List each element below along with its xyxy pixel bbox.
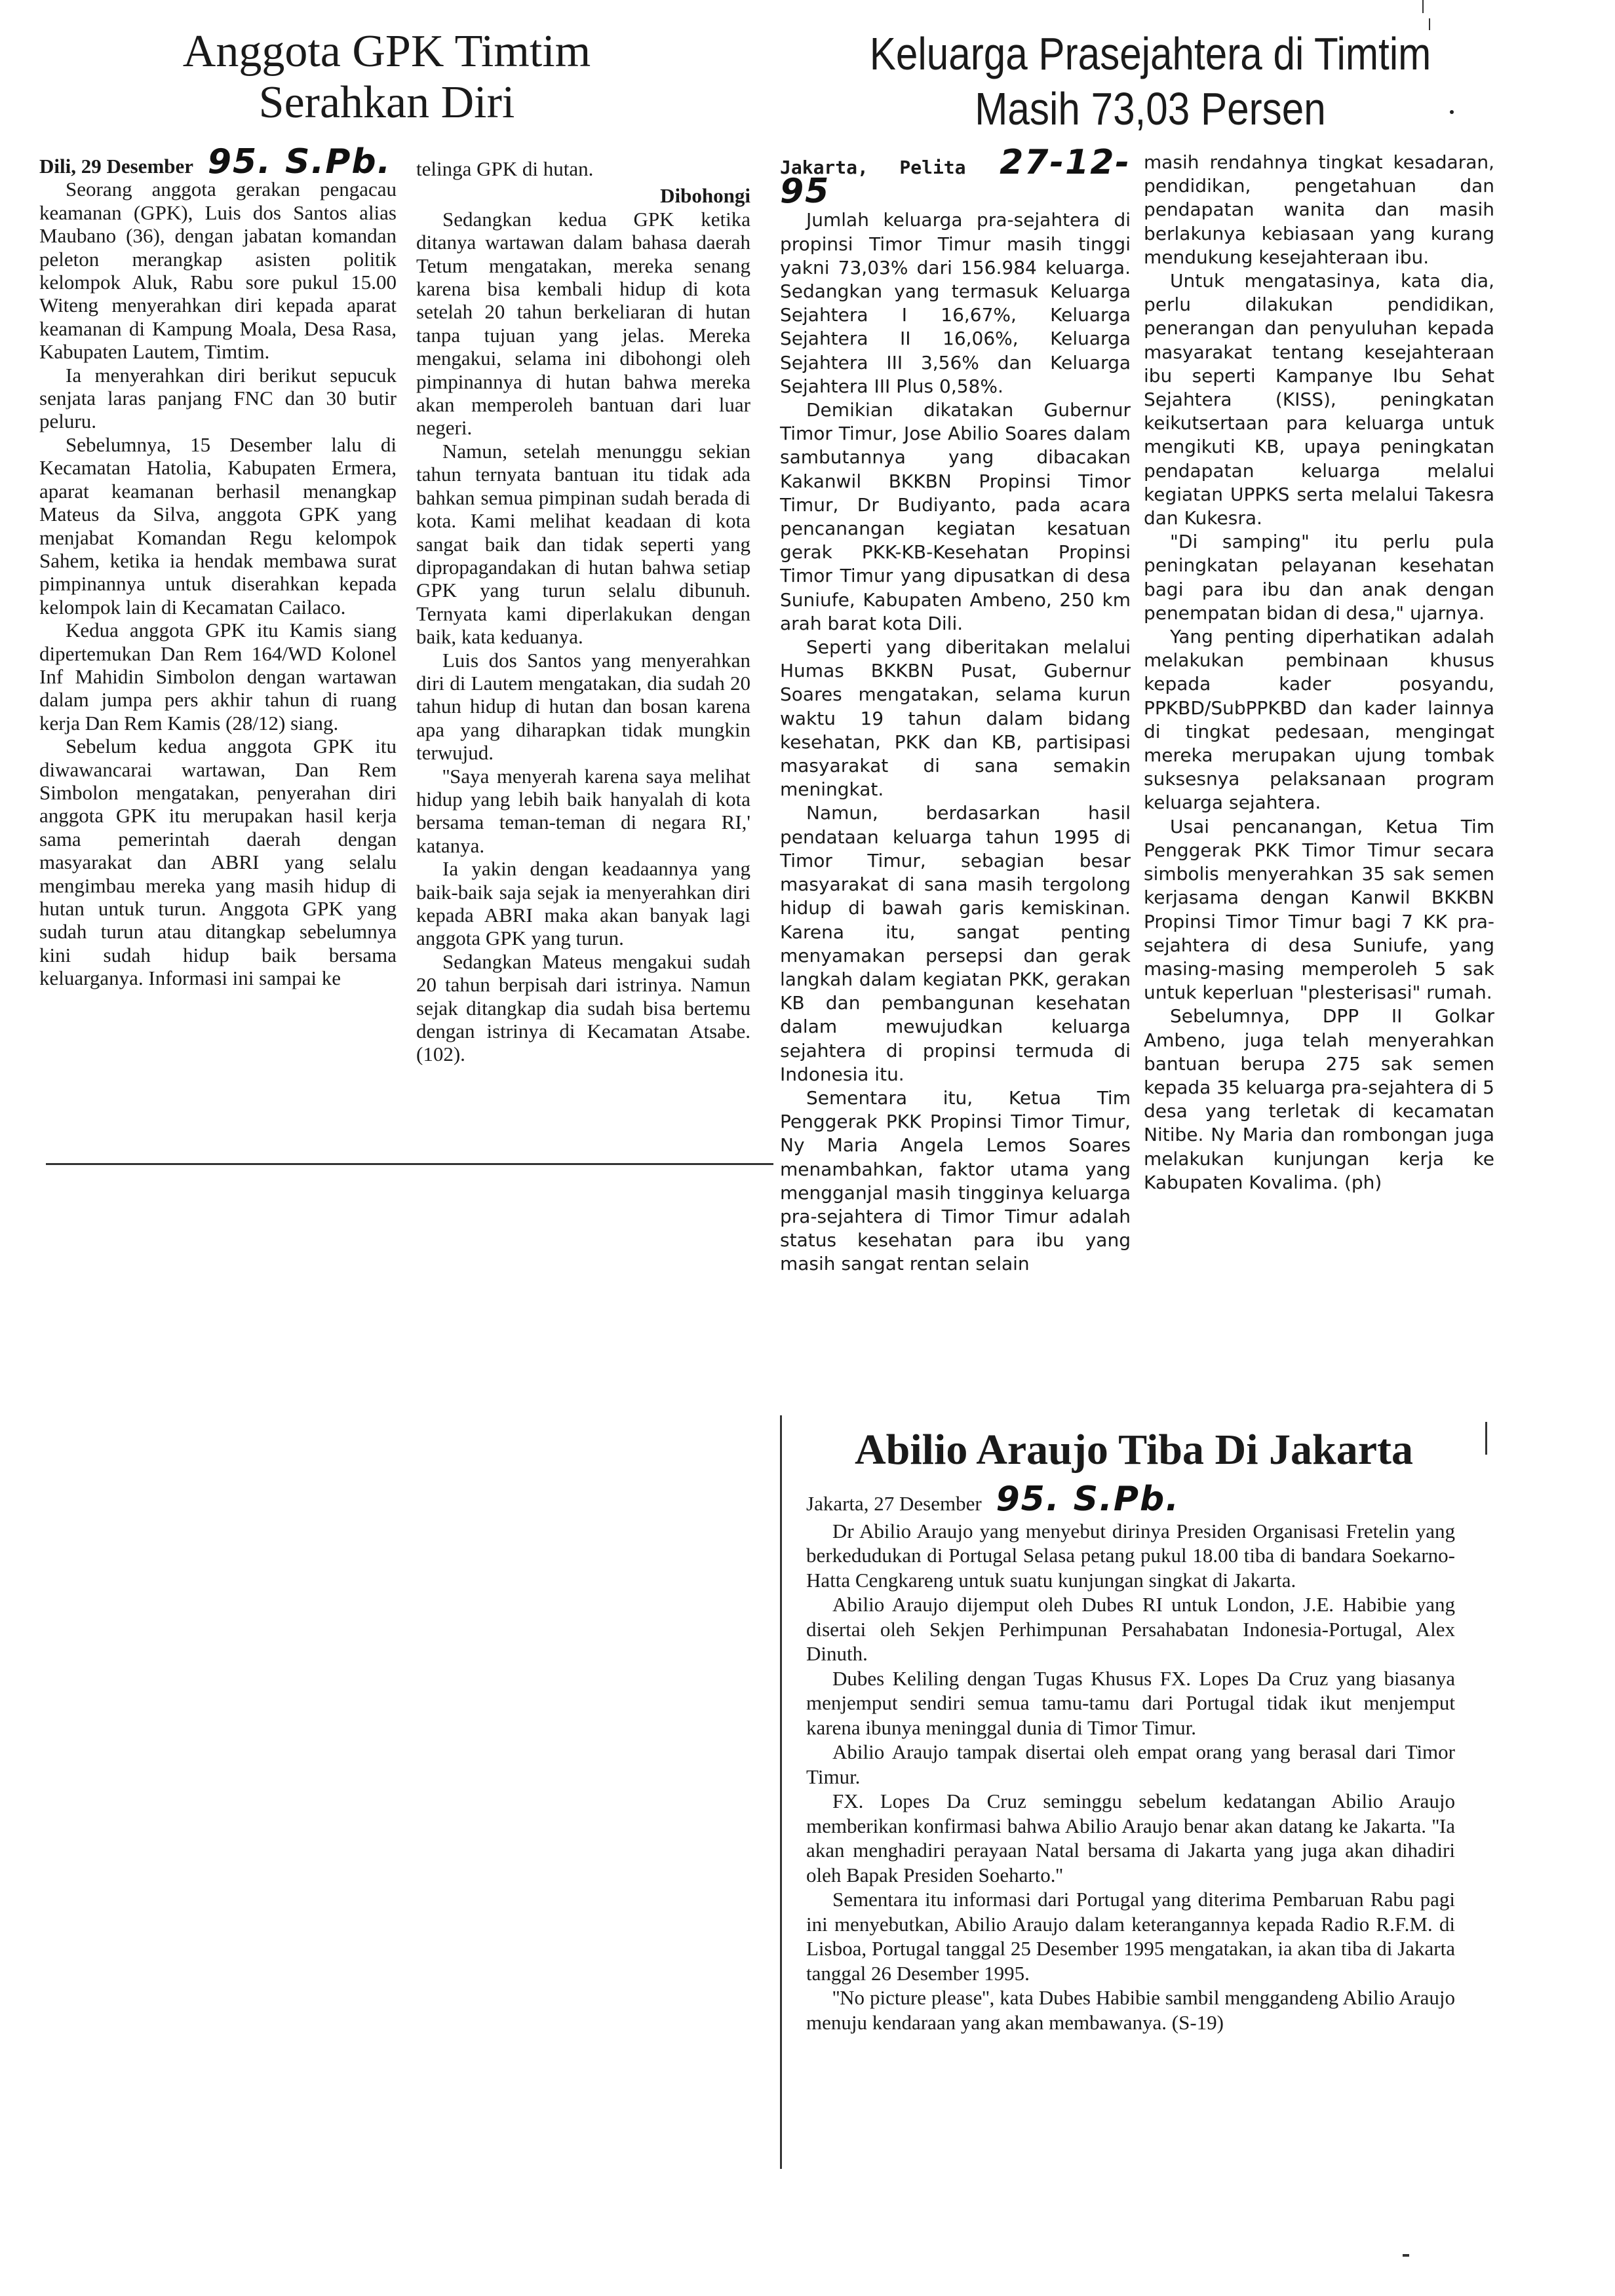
article2-paragraph: Sementara itu, Ketua Tim Penggerak PKK Propinsi Timor Timur, Ny Maria Angela Lemos Soares menambahkan, faktor utama yang mengganjal masih tingginya keluarga pra-sejahtera di Timor Timur adalah status kesehatan para ibu yang masih sangat rentan selain (780, 1086, 1131, 1275)
article2-paragraph: masih rendahnya tingkat kesadaran, pendidikan, pengetahuan dan pendapatan wanita dan masih berlakunya kebiasaan yang kurang mendukung kesejahteraan ibu. (1144, 151, 1494, 268)
article2-paragraph: "Di samping" itu perlu pula peningkatan pelayanan kesehatan bagi para ibu dan anak dengan penempatan bidan di desa," ujarnya. (1144, 531, 1494, 624)
article1-paragraph: Kedua anggota GPK itu Kamis siang dipertemukan Dan Rem 164/WD Kolonel Inf Mahidin Simbolon dengan wartawan dalam jumpa pers akhir tahun di ruang kerja Dan Rem Kamis (28/12) siang. (39, 619, 397, 735)
article2-headline-line1: Keluarga Prasejahtera di Timtim (869, 28, 1431, 79)
article1-paragraph: ''Saya menyerah karena saya melihat hidup yang lebih baik hanyalah di kota bersama teman-teman di negara RI,' katanya. (416, 764, 750, 857)
article2-dateline: Jakarta, Pelita (780, 157, 966, 178)
article-abilio-araujo (780, 1415, 1468, 2202)
article2-paragraph: Yang penting diperhatikan adalah melakukan pembinaan khusus kepada kader posyandu, PPKBD/SubPPKBD dan kader lainnya di tingkat pedesaan, mengingat mereka merupakan ujung tombak suksesnya pelaksanaan program keluarga sejahtera. (1144, 626, 1494, 814)
article1-paragraph: Sedangkan kedua GPK ketika ditanya wartawan dalam bahasa daerah Tetum mengatakan, mereka senang karena bisa kembali hidup di kota setelah 20 tahun berkeliaran di hutan tanpa tujuan yang jelas. Mereka mengakui, selama ini dibohongi oleh pimpinannya di hutan bahwa mereka akan memperoleh bantuan dari luar negeri. (416, 207, 750, 440)
article1-paragraph: Sebelumnya, 15 Desember lalu di Kecamatan Hatolia, Kabupaten Ermera, aparat keamanan berhasil menangkap Mateus da Silva, anggota GPK yang menjabat Komandan Regu kelompok Sahem, ketika ia hendak membawa surat pimpinannya untuk diserahkan kepada kelompok lain di Kecamatan Cailaco. (39, 432, 397, 619)
article2-paragraph: Seperti yang diberitakan melalui Humas BKKBN Pusat, Gubernur Soares mengatakan, selama kurun waktu 19 tahun dalam bidang kesehatan, PKK dan KB, partisipasi masyarakat di sana semakin meningkat. (780, 636, 1131, 801)
article3-body (806, 1480, 1455, 2035)
article1-headline-line1: Anggota GPK Timtim (182, 26, 591, 77)
article3-paragraph: Abilio Araujo tampak disertai oleh empat orang yang berasal dari Timor Timur. (806, 1740, 1455, 1788)
article3-paragraph: FX. Lopes Da Cruz seminggu sebelum kedatangan Abilio Araujo memberikan konfirmasi bahwa Abilio Araujo benar akan datang ke Jakarta. ''Ia akan menghadiri perayaan Natal bersama di Jakarta yang juga akan dihadiri oleh Bapak Presiden Soeharto.'' (806, 1789, 1455, 1886)
article3-right-mark (1485, 1422, 1487, 1455)
article2-column-1 (780, 143, 1131, 1276)
article3-paragraph: Dubes Keliling dengan Tugas Khusus FX. Lopes Da Cruz yang biasanya menjemput sendiri semua tamu-tamu dari Portugal tidak ikut menjemput karena ibunya meninggal dunia di Timor Timur. (806, 1666, 1455, 1739)
article-keluarga-prasejahtera (780, 26, 1521, 1422)
article3-left-rule (780, 1415, 782, 2169)
article1-subhead: Dibohongi (660, 184, 750, 208)
article3-headline: Abilio Araujo Tiba Di Jakarta (854, 1426, 1414, 1474)
article1-bottom-rule (46, 1163, 773, 1165)
article1-dateline: Dili, 29 Desember (39, 155, 194, 178)
article2-paragraph: Jumlah keluarga pra-sejahtera di propinsi Timor Timur masih tinggi yakni 73,03% dari 156.984 keluarga. Sedangkan yang termasuk Keluarga Sejahtera I 16,67%, Keluarga Sejahtera II 16,06%, Keluarga Sejahtera III 3,56% dan Keluarga Sejahtera III Plus 0,58%. (780, 209, 1131, 397)
article1-handwritten-note: 95. S.Pb. (207, 142, 392, 182)
article-gpk-timtim (39, 26, 780, 1179)
article1-col2-lead: telinga GPK di hutan. (416, 157, 594, 180)
article2-column-2 (1144, 151, 1494, 1195)
article2-paragraph: Sebelumnya, DPP II Golkar Ambeno, juga telah menyerahkan bantuan berupa 275 sak semen kepada 35 keluarga pra-sejahtera di 5 desa yang terletak di kecamatan Nitibe. Ny Maria dan rombongan juga melakukan kunjungan kerja ke Kabupaten Kovalima. (ph) (1144, 1005, 1494, 1193)
article1-paragraph: Ia menyerahkan diri berikut sepucuk senjata laras panjang FNC dan 30 butir peluru. (39, 363, 397, 433)
article1-column-1 (39, 142, 397, 990)
article2-headline (832, 26, 1469, 136)
article2-paragraph: Usai pencanangan, Ketua Tim Penggerak PKK Timor Timur secara simbolis menyerahkan 35 sak semen kerjasama dengan Kanwil BKKBN Propinsi Timor Timur bagi 7 KK pra-sejahtera di desa Suniufe, yang masing-masing memperoleh 5 sak untuk keperluan "plesterisasi" rumah. (1144, 815, 1494, 1004)
article3-paragraph: Abilio Araujo dijemput oleh Dubes RI untuk London, J.E. Habibie yang disertai oleh Sekjen Perhimpunan Persahabatan Indonesia-Portugal, Alex Dinuth. (806, 1593, 1455, 1665)
scan-bottom-tick (1403, 2254, 1409, 2257)
article3-handwritten-note: 95. S.Pb. (996, 1480, 1180, 1519)
article1-paragraph: Namun, setelah menunggu sekian tahun ternyata bantuan itu tidak ada bahkan semua pimpinan sudah berada di kota. Kami melihat keadaan di kota sangat baik dan tidak seperti yang dipropagandakan di hutan bahwa setiap GPK yang turun selalu dibunuh. Ternyata kami diperlakukan dengan baik, kata keduanya. (416, 439, 750, 649)
article3-paragraph: Dr Abilio Araujo yang menyebut dirinya Presiden Organisasi Fretelin yang berkedudukan di Portugal Selasa petang pukul 18.00 tiba di bandara Soekarno-Hatta Cengkareng untuk suatu kunjungan singkat di Jakarta. (806, 1519, 1455, 1592)
article3-paragraph: ''No picture please'', kata Dubes Habibie sambil menggandeng Abilio Araujo menuju kendaraan yang akan membawanya. (S-19) (806, 1986, 1455, 2034)
article1-paragraph: Ia yakin dengan keadaannya yang baik-baik saja sejak ia menyerahkan diri kepada ABRI maka akan banyak lagi anggota GPK yang turun. (416, 857, 750, 950)
article1-paragraph: Sebelum kedua anggota GPK itu diwawancarai wartawan, Dan Rem Simbolon mengatakan, penyerahan diri anggota GPK itu merupakan hasil kerja sama pemerintah daerah dengan masyarakat dan ABRI yang selalu mengimbau mereka yang masih hidup di hutan untuk turun. Anggota GPK yang sudah turun atau ditangkap sebelumnya kini sudah hidup baik bersama keluarganya. Informasi ini sampai ke (39, 735, 397, 990)
article1-paragraph: Luis dos Santos yang menyerahkan diri di Lautem mengatakan, dia sudah 20 tahun hidup di hutan dan bosan karena apa yang diharapkan tidak mungkin terwujud. (416, 648, 750, 765)
article1-headline (131, 26, 642, 128)
article2-handwritten-note: 27-12-95 (780, 143, 1131, 212)
article1-paragraph: Sedangkan Mateus mengakui sudah 20 tahun berpisah dari istrinya. Namun sejak ditangkap dia sudah bisa bertemu dengan istrinya di Kecamatan Atsabe. (102). (416, 949, 750, 1066)
article2-paragraph: Demikian dikatakan Gubernur Timor Timur, Jose Abilio Soares dalam sambutannya yang dibacakan Kakanwil BKKBN Propinsi Timor Timur, Dr Budiyanto, pada acara pencanangan kegiatan kesatuan gerak PKK-KB-Kesehatan Propinsi Timor Timur yang dipusatkan di desa Suniufe, Kabupaten Ambeno, 250 km arah barat kota Dili. (780, 399, 1131, 634)
article2-paragraph: Untuk mengatasinya, kata dia, perlu dilakukan pendidikan, penerangan dan penyuluhan kepada masyarakat tentang kesejahteraan ibu seperti Kampanye Ibu Sehat Sejahtera (KISS), peningkatan keikutsertaan para keluarga untuk mengikuti KB, upaya peningkatan pendapatan keluarga melalui kegiatan UPPKS serta melalui Takesra dan Kukesra. (1144, 270, 1494, 529)
article2-paragraph: Namun, berdasarkan hasil pendataan keluarga tahun 1995 di Timor Timur, sebagian besar masyarakat di sana masih tergolong hidup di bawah garis kemiskinan. Karena itu, sangat penting menyamakan persepsi dan gerak langkah dalam kegiatan PKK, gerakan KB dan pembangunan kesehatan dalam mewujudkan keluarga sejahtera di propinsi termuda di Indonesia itu. (780, 802, 1131, 1085)
article3-dateline: Jakarta, 27 Desember (806, 1492, 982, 1515)
article2-headline-line2: Masih 73,03 Persen (975, 83, 1326, 134)
article3-paragraph: Sementara itu informasi dari Portugal yang diterima Pembaruan Rabu pagi ini menyebutkan, Abilio Araujo dalam keterangannya kepada Radio R.F.M. di Lisboa, Portugal tanggal 25 Desember 1995 mengatakan, ia akan tiba di Jakarta tanggal 26 Desember 1995. (806, 1888, 1455, 1985)
scan-right-edge-line (1422, 0, 1424, 13)
article1-column-2 (416, 157, 750, 1066)
article1-headline-line2: Serahkan Diri (258, 77, 515, 128)
article1-paragraph: Seorang anggota gerakan pengacau keamanan (GPK), Luis dos Santos alias Maubano (36), dengan jabatan komandan peleton merangkap asisten politik kelompok Aluk, Rabu sore pukul 15.00 Witeng menyerahkan diri kepada aparat keamanan di Kampung Moala, Desa Rasa, Kabupaten Lautem, Timtim. (39, 178, 397, 364)
